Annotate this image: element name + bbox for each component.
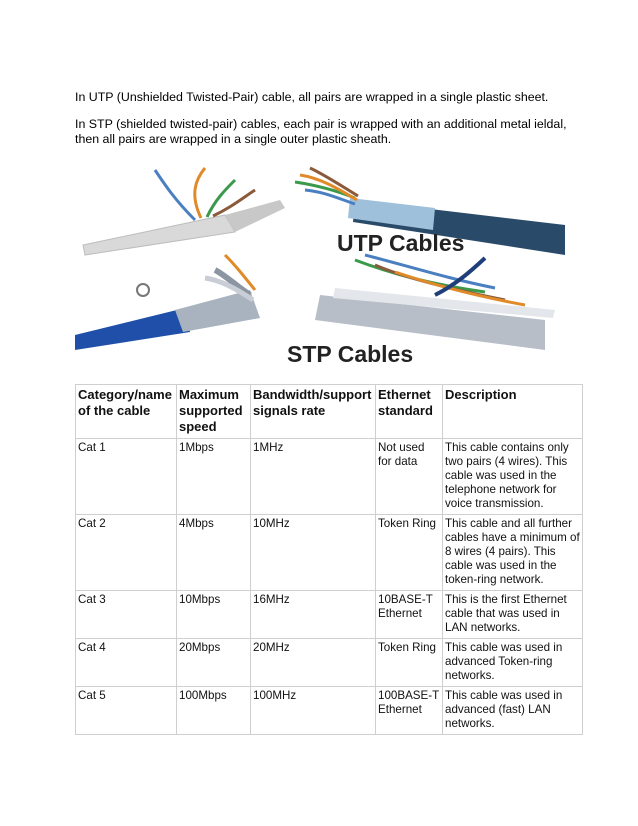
cell-bandwidth: 1MHz	[251, 439, 376, 515]
table-header-row	[76, 385, 583, 439]
table-row	[76, 439, 583, 515]
utp-cable-left-icon	[83, 168, 285, 255]
stp-cable-left-icon	[75, 255, 260, 350]
cell-description: This cable contains only two pairs (4 wires). This cable was used in the telephone network for voice transmission.	[443, 439, 583, 515]
stp-label: STP Cables	[287, 341, 414, 367]
cell-bandwidth: 100MHz	[251, 687, 376, 735]
table-row	[76, 687, 583, 735]
cell-description: This cable and all further cables have a minimum of 8 wires (4 pairs). This cable was used in the token-ring network.	[443, 515, 583, 591]
cell-category: Cat 5	[76, 687, 177, 735]
table-row	[76, 591, 583, 639]
cable-categories-table	[75, 384, 583, 735]
cell-ethernet: 10BASE-T Ethernet	[376, 591, 443, 639]
header-bandwidth: Bandwidth/support signals rate	[251, 385, 376, 439]
header-category: Category/name of the cable	[76, 385, 177, 439]
cell-category: Cat 3	[76, 591, 177, 639]
cell-category: Cat 4	[76, 639, 177, 687]
cell-ethernet: 100BASE-T Ethernet	[376, 687, 443, 735]
utp-label: UTP Cables	[337, 230, 465, 256]
cell-bandwidth: 20MHz	[251, 639, 376, 687]
cell-speed: 100Mbps	[177, 687, 251, 735]
cell-speed: 20Mbps	[177, 639, 251, 687]
stp-paragraph: In STP (shielded twisted-pair) cables, each pair is wrapped with an additional metal ieldal, then all pairs are wrapped in a single outer plastic sheath.	[75, 117, 567, 146]
utp-paragraph: In UTP (Unshielded Twisted-Pair) cable, all pairs are wrapped in a single plastic sheet.	[75, 90, 549, 104]
cell-bandwidth: 16MHz	[251, 591, 376, 639]
cell-category: Cat 2	[76, 515, 177, 591]
cell-speed: 1Mbps	[177, 439, 251, 515]
cell-description: This cable was used in advanced Token-ring networks.	[443, 639, 583, 687]
stp-cable-right-icon	[315, 255, 555, 350]
cell-ethernet: Token Ring	[376, 639, 443, 687]
cell-ethernet: Token Ring	[376, 515, 443, 591]
cell-bandwidth: 10MHz	[251, 515, 376, 591]
cable-illustration	[75, 160, 565, 368]
header-description: Description	[443, 385, 583, 439]
table-row	[76, 639, 583, 687]
header-speed: Maximum supported speed	[177, 385, 251, 439]
cell-ethernet: Not used for data	[376, 439, 443, 515]
cell-description: This cable was used in advanced (fast) LAN networks.	[443, 687, 583, 735]
cell-speed: 4Mbps	[177, 515, 251, 591]
cell-description: This is the first Ethernet cable that was used in LAN networks.	[443, 591, 583, 639]
header-ethernet: Ethernet standard	[376, 385, 443, 439]
table-row	[76, 515, 583, 591]
cell-category: Cat 1	[76, 439, 177, 515]
cell-speed: 10Mbps	[177, 591, 251, 639]
